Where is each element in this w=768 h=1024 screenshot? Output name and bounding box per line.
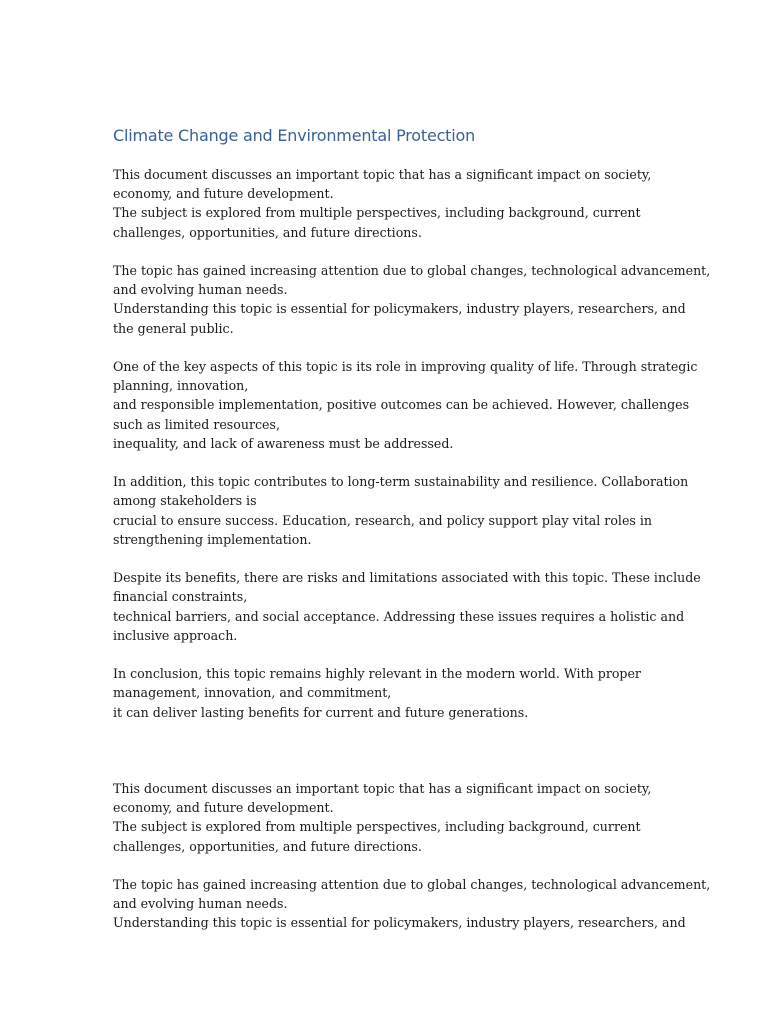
paragraph-line: it can deliver lasting benefits for current and future generations.: [113, 704, 529, 720]
paragraph-line: such as limited resources,: [113, 416, 280, 432]
paragraph-line: The topic has gained increasing attention due to global changes, technological advancement,: [113, 263, 711, 278]
paragraph-line: the general public.: [113, 320, 234, 336]
paragraph-line: management, innovation, and commitment,: [113, 685, 392, 701]
main-section: [113, 165, 711, 722]
paragraph: [113, 664, 673, 722]
paragraph-line: technical barriers, and social acceptance. Addressing these issues requires a holistic and: [113, 608, 685, 624]
paragraph-line: challenges, opportunities, and future directions.: [113, 838, 422, 854]
paragraph-line: inclusive approach.: [113, 627, 238, 643]
paragraph: [113, 472, 689, 549]
paragraph: [113, 357, 698, 453]
document-body: [113, 124, 711, 952]
paragraph-line: inequality, and lack of awareness must be addressed.: [113, 435, 454, 451]
paragraph-line: among stakeholders is: [113, 493, 257, 509]
paragraph: [113, 568, 701, 645]
paragraph-line: financial constraints,: [113, 589, 248, 605]
paragraph-line: and evolving human needs.: [113, 896, 288, 912]
paragraph-line: In conclusion, this topic remains highly relevant in the modern world. With proper: [113, 666, 641, 682]
paragraph-line: This document discusses an important topic that has a significant impact on society,: [113, 781, 652, 796]
paragraph: [113, 779, 673, 856]
paragraph-line: The subject is explored from multiple perspectives, including background, current: [113, 205, 641, 221]
paragraph-line: In addition, this topic contributes to long-term sustainability and resilience. Collaboration: [113, 474, 689, 490]
paragraph-line: challenges, opportunities, and future directions.: [113, 224, 422, 240]
paragraph-line: One of the key aspects of this topic is its role in improving quality of life. Through strategic: [113, 359, 698, 374]
document-title: Climate Change and Environmental Protection: [113, 126, 476, 145]
paragraph-line: economy, and future development.: [113, 800, 334, 816]
paragraph: [113, 165, 673, 242]
paragraph-line: Understanding this topic is essential for policymakers, industry players, researchers, and: [113, 915, 686, 931]
paragraph-line: The topic has gained increasing attention due to global changes, technological advancement,: [113, 877, 711, 892]
paragraph: [113, 261, 711, 338]
paragraph: [113, 875, 711, 933]
paragraph-line: Despite its benefits, there are risks and limitations associated with this topic. These include: [113, 570, 701, 586]
paragraph-line: economy, and future development.: [113, 186, 334, 202]
paragraph-line: and evolving human needs.: [113, 282, 288, 298]
paragraph-line: This document discusses an important topic that has a significant impact on society,: [113, 167, 652, 182]
repeated-section: [113, 779, 711, 933]
paragraph-line: The subject is explored from multiple perspectives, including background, current: [113, 819, 641, 835]
paragraph-line: planning, innovation,: [113, 378, 249, 394]
paragraph-line: Understanding this topic is essential for policymakers, industry players, researchers, and: [113, 301, 686, 317]
paragraph-line: strengthening implementation.: [113, 531, 312, 547]
paragraph-line: and responsible implementation, positive outcomes can be achieved. However, challenges: [113, 397, 690, 413]
paragraph-line: crucial to ensure success. Education, research, and policy support play vital roles in: [113, 512, 652, 528]
section-gap: [113, 741, 673, 779]
